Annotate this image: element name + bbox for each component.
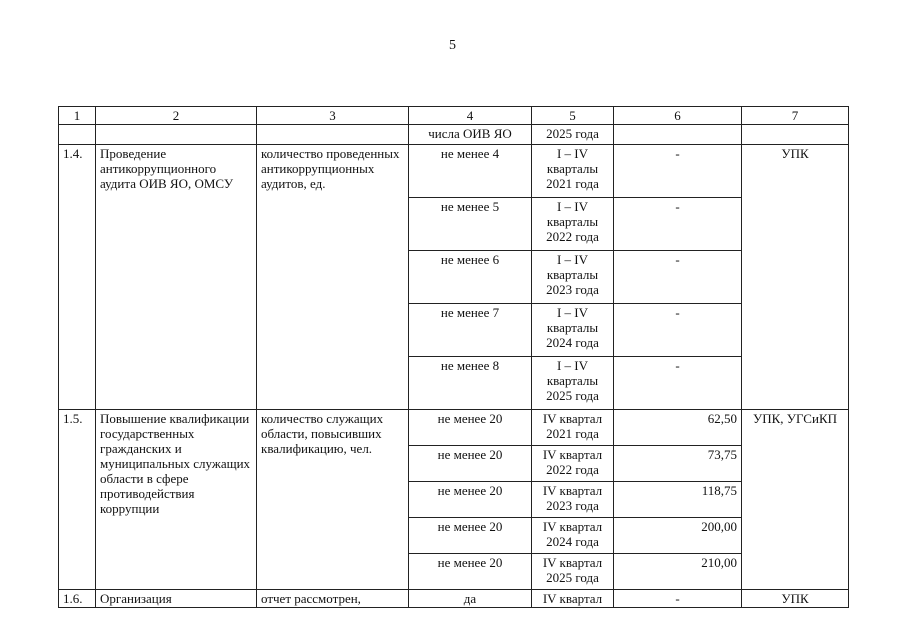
target-cell: да	[409, 590, 532, 608]
table-row	[59, 145, 849, 198]
actual-cell: -	[614, 590, 742, 608]
column-number: 3	[257, 107, 409, 125]
target-cell: не менее 20	[409, 554, 532, 590]
target-cell: не менее 7	[409, 304, 532, 357]
event-cell: Повышение квалификации государственных гражданских и муниципальных служащих области в сфере противодействия коррупции	[96, 410, 257, 590]
period-cell: IV квартал 2023 года	[532, 482, 614, 518]
target-cell: не менее 20	[409, 518, 532, 554]
column-number: 5	[532, 107, 614, 125]
indicator-cell: количество проведенных антикоррупционных аудитов, ед.	[257, 145, 409, 410]
period-cell: I – IV кварталы 2021 года	[532, 145, 614, 198]
column-number: 1	[59, 107, 96, 125]
actual-cell: 118,75	[614, 482, 742, 518]
row-number-cell: 1.4.	[59, 145, 96, 410]
event-cell: Проведение антикоррупционного аудита ОИВ ЯО, ОМСУ	[96, 145, 257, 410]
responsible-cell: УПК	[742, 590, 849, 608]
actual-cell: -	[614, 304, 742, 357]
period-cell: I – IV кварталы 2023 года	[532, 251, 614, 304]
period-cell: I – IV кварталы 2025 года	[532, 357, 614, 410]
table-row	[59, 590, 849, 608]
actual-cell: 62,50	[614, 410, 742, 446]
responsible-cell: УПК	[742, 145, 849, 410]
period-cell: I – IV кварталы 2022 года	[532, 198, 614, 251]
actual-cell: 200,00	[614, 518, 742, 554]
column-number: 2	[96, 107, 257, 125]
target-cell: не менее 8	[409, 357, 532, 410]
column-number-row	[59, 107, 849, 125]
target-cell: не менее 20	[409, 482, 532, 518]
actual-cell: 210,00	[614, 554, 742, 590]
row-number-cell: 1.6.	[59, 590, 96, 608]
indicator-cell: количество служащих области, повысивших квалификацию, чел.	[257, 410, 409, 590]
period-cell: I – IV кварталы 2024 года	[532, 304, 614, 357]
actual-cell: -	[614, 145, 742, 198]
period-cell: IV квартал 2025 года	[532, 554, 614, 590]
period-cell: IV квартал 2024 года	[532, 518, 614, 554]
page-number: 5	[449, 38, 456, 53]
period-cell: IV квартал	[532, 590, 614, 608]
target-cell: не менее 5	[409, 198, 532, 251]
actual-cell: -	[614, 198, 742, 251]
actual-cell: -	[614, 357, 742, 410]
column-number: 7	[742, 107, 849, 125]
continuation-target-cell: числа ОИВ ЯО	[409, 125, 532, 145]
event-cell: Организация	[96, 590, 257, 608]
target-cell: не менее 20	[409, 446, 532, 482]
indicator-cell: отчет рассмотрен,	[257, 590, 409, 608]
period-cell: IV квартал 2022 года	[532, 446, 614, 482]
target-cell: не менее 6	[409, 251, 532, 304]
target-cell: не менее 4	[409, 145, 532, 198]
column-number: 6	[614, 107, 742, 125]
table-row	[59, 410, 849, 446]
period-cell: IV квартал 2021 года	[532, 410, 614, 446]
responsible-cell: УПК, УГСиКП	[742, 410, 849, 590]
continuation-row	[59, 125, 849, 145]
plan-table	[58, 106, 849, 608]
actual-cell: 73,75	[614, 446, 742, 482]
row-number-cell: 1.5.	[59, 410, 96, 590]
continuation-period-cell: 2025 года	[532, 125, 614, 145]
column-number: 4	[409, 107, 532, 125]
target-cell: не менее 20	[409, 410, 532, 446]
actual-cell: -	[614, 251, 742, 304]
